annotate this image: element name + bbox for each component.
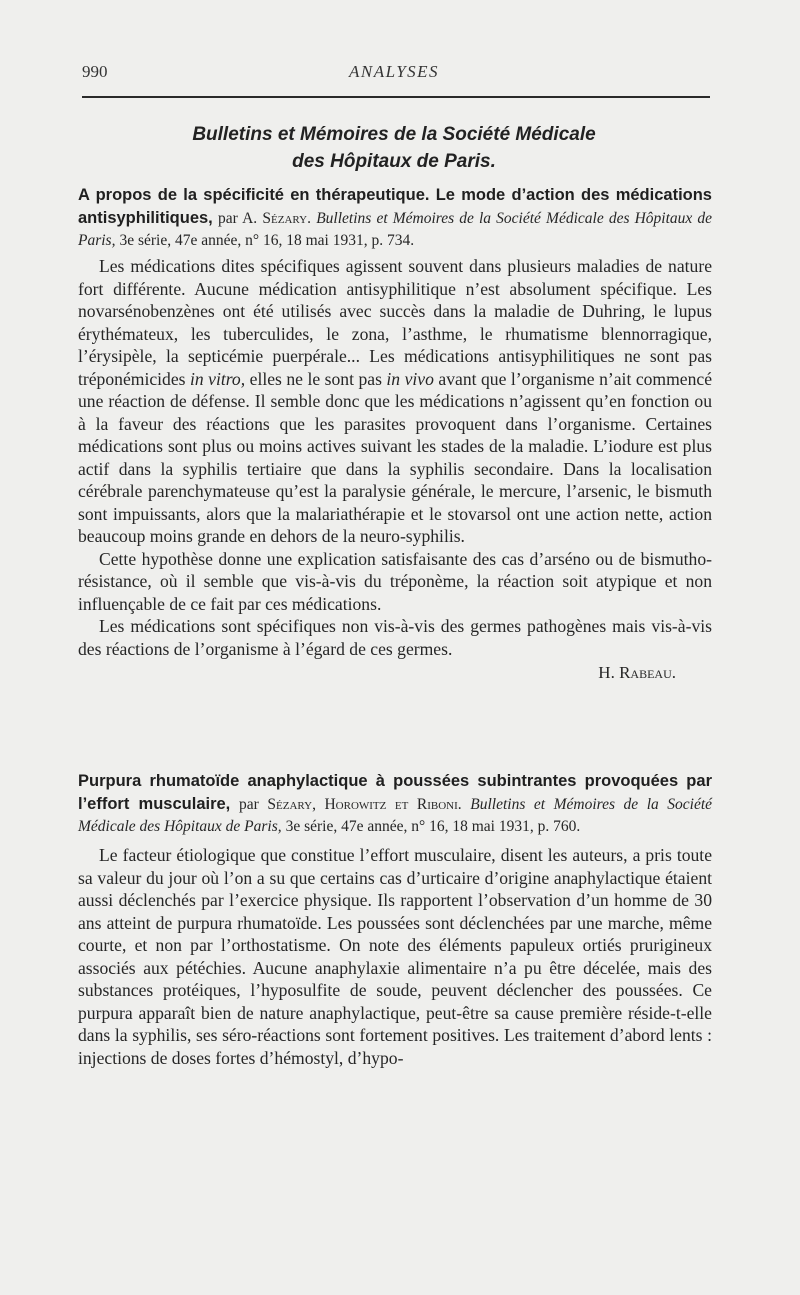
article-1-headline bbox=[78, 184, 712, 252]
article-2-title: Purpura rhumatoïde anaphylactique à poussées subintrantes provoquées par l’effort musculaire, bbox=[78, 772, 712, 813]
article-1-paragraph-2: Cette hypothèse donne une explication satisfaisante des cas d’arséno ou de bismutho-résistance, où il semble que vis-à-vis du tréponème, la réaction soit atypique et non influençable de ce fait par ces médications. bbox=[78, 548, 712, 614]
article-1-author: Sézary. bbox=[262, 210, 311, 227]
article-1-p1-c: avant que l’organisme n’ait commencé une réaction de défense. Il semble donc que les médications n’agissent qu’en fonction ou à la faveur des réactions que les parasites provoquent dans l’organisme. Certaines médications sont plus ou moins actives suivant les stades de la maladie. L’iodure est plus actif dans la syphilis tertiaire que dans la syphilis secondaire. Dans la localisation cérébrale parenchymateuse qu’est la paralysie générale, le mercure, l’arsenic, le bismuth sont impuissants, alors que la malariathérapie et le stovarsol ont une action nette, action beaucoup moins grande en dehors de la neuro-syphilis. bbox=[78, 368, 713, 546]
article-1-p1-vitro: in vitro, bbox=[189, 368, 246, 389]
article-2-citation: Bulletins et Mémoires de la Société Médicale des Hôpitaux de Paris, bbox=[78, 796, 713, 835]
page-number: 990 bbox=[82, 62, 108, 81]
article-2-paragraph-1: Le facteur étiologique que constitue l’effort musculaire, disent les auteurs, a pris toute sa valeur du jour où l’on a su que certains cas d’urticaire d’origine anaphylactique étaient aussi déclenchés par l’exercice physique. Ils rapportent l’observation d’un homme de 30 ans atteint de purpura rhumatoïde. Les poussées sont déclenchées par une marche, même courte, et non par l’orthostatisme. On note des éléments papuleux ortiés prurigineux associés aux pétéchies. Aucune anaphylaxie alimentaire n’a pu être décelée, mais des substances protéiques, l’hyposulfite de soude, peuvent déclencher des poussées. Ce purpura apparaît bien de nature anaphylactique, peut-être sa cause première réside-t-elle dans la syphilis, ses séro-réactions sont fortement positives. Les traitement d’abord lents : injections de doses fortes d’hémostyl, d’hypo- bbox=[78, 845, 712, 1068]
article-specificite bbox=[78, 184, 712, 685]
journal-title-line-1: Bulletins et Mémoires de la Société Médicale bbox=[192, 124, 596, 145]
article-2-authors: Sézary, Horowitz et Riboni. bbox=[267, 796, 462, 813]
header-rule bbox=[82, 96, 710, 98]
article-2-reference: 3e série, 47e année, n° 16, 18 mai 1931, p. 760. bbox=[285, 818, 581, 835]
journal-title-line-2: des Hôpitaux de Paris. bbox=[292, 151, 496, 172]
page-header bbox=[78, 60, 710, 84]
article-1-paragraph-1 bbox=[78, 255, 712, 548]
article-1-signature bbox=[78, 662, 676, 685]
article-1-by: par A. bbox=[218, 210, 258, 227]
article-2-headline bbox=[78, 770, 712, 838]
article-1-p1-vivo: in vivo bbox=[386, 368, 434, 389]
signature-name: Rabeau. bbox=[619, 663, 676, 682]
journal-title bbox=[78, 121, 710, 175]
article-2-by: par bbox=[238, 796, 259, 813]
signature-initial: H. bbox=[598, 663, 615, 682]
article-1-title: A propos de la spécificité en thérapeutique. Le mode d’action des médications antisyphilitiques, bbox=[78, 186, 712, 227]
running-head: ANALYSES bbox=[348, 62, 440, 81]
article-1-p1-b: elles ne le sont pas bbox=[249, 368, 382, 389]
article-1-p1-a: Les médications dites spécifiques agissent souvent dans plusieurs maladies de nature fort différente. Aucune médication antisyphilitique n’est absolument spécifique. Les novarsénobenzènes ont été utilisés avec succès dans la maladie de Duhring, le lupus érythémateux, les tuberculides, le zona, l’asthme, le rhumatisme blennorragique, l’érysipèle, la septicémie puerpérale... Les médications antisyphilitiques ne sont pas tréponémicides bbox=[78, 256, 712, 389]
article-1-reference: 3e série, 47e année, n° 16, 18 mai 1931, p. 734. bbox=[119, 232, 415, 249]
article-1-citation: Bulletins et Mémoires de la Société Médicale des Hôpitaux de Paris, bbox=[78, 210, 713, 249]
article-purpura bbox=[78, 770, 712, 1069]
article-1-paragraph-3: Les médications sont spécifiques non vis-à-vis des germes pathogènes mais vis-à-vis des réactions de l’organisme à l’égard de ces germes. bbox=[78, 616, 712, 659]
